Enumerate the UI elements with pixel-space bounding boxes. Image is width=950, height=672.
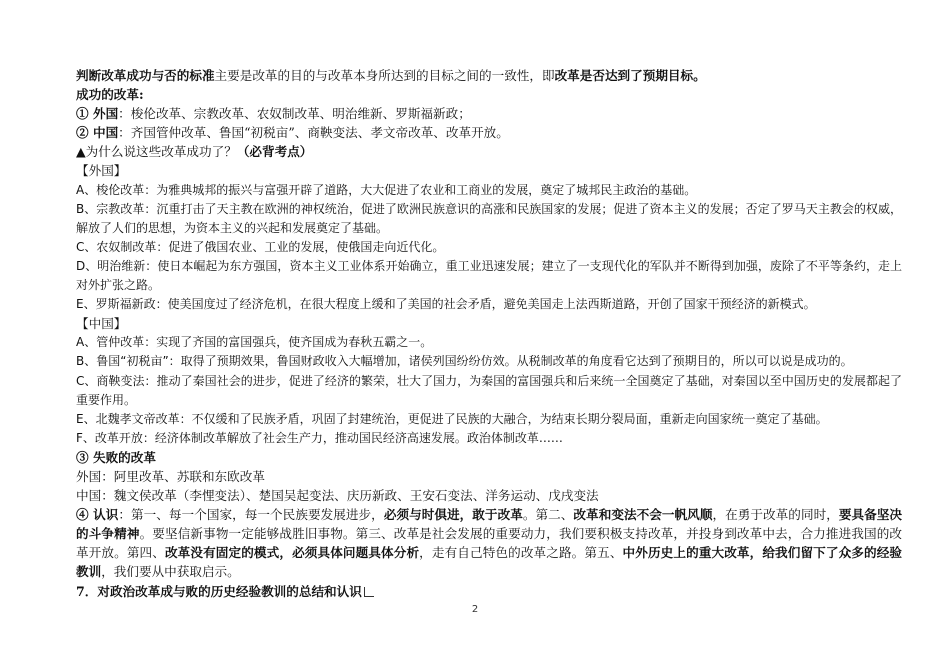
criterion-paragraph xyxy=(76,66,902,85)
china-item: A、管仲改革：实现了齐国的富国强兵，使齐国成为春秋五霸之一。 xyxy=(76,335,433,350)
china-list: ：齐国管仲改革、鲁国“初税亩”、商鞅变法、孝文帝改革、改革开放。 xyxy=(118,125,509,141)
recognition-bold: 要具备坚决的斗争精神 xyxy=(76,507,903,542)
foreign-item: A、梭伦改革：为雅典城邦的振兴与富强开辟了道路，大大促进了农业和工商业的发展，奠定了城邦民主政治的基础。 xyxy=(76,182,697,197)
recognition-paragraph xyxy=(76,505,902,581)
recognition-label: ④ 认识 xyxy=(76,507,119,523)
foreign-item: C、农奴制改革：促进了俄国农业、工业的发展，使俄国走向近代化。 xyxy=(76,239,445,254)
success-foreign-line xyxy=(76,104,902,123)
recognition-text: ，在勇于改革的同时， xyxy=(712,507,839,523)
recognition-bold: 改革没有固定的模式，必须具体问题具体分析 xyxy=(164,545,420,561)
criterion-bold-conclusion: 改革是否达到了预期目标。 xyxy=(554,68,706,83)
foreign-section-label: 【外国】 xyxy=(76,163,127,179)
china-item: C、商鞅变法：推动了秦国社会的进步，促进了经济的繁荣，壮大了国力，为秦国的富国强兵和后来统一全国奠定了基础，对秦国以至中国历史的发展都起了重要作用。 xyxy=(76,373,902,407)
section-7-heading xyxy=(76,582,902,601)
recognition-text: ，我们要从中获取启示。 xyxy=(101,564,240,580)
china-marker: ② 中国 xyxy=(76,125,119,141)
recognition-text: ，走有自己特色的改革之路。第五、 xyxy=(419,545,623,561)
question-line xyxy=(76,142,902,161)
foreign-item: B、宗教改革：沉重打击了天主教在欧洲的神权统治，促进了欧洲民族意识的高涨和民族国家的发展；促进了资本主义的发展；否定了罗马天主教会的权威，解放了人们的思想，为资本主义的兴起和发展奠定了基础。 xyxy=(76,201,902,235)
recognition-text: ：第一、每一个国家，每一个民族要发展进步， xyxy=(118,507,384,523)
criterion-bold-term: 判断改革成功与否的标准 xyxy=(76,68,215,83)
china-section-label: 【中国】 xyxy=(76,316,127,332)
china-item: F、改革开放：经济体制改革解放了社会生产力，推动国民经济高速发展。政治体制改革…… xyxy=(76,430,563,445)
criterion-text: 主要是改革的目的与改革本身所达到的目标之间的一致性，即 xyxy=(214,68,555,83)
recognition-bold: 必须与时俱进，敢于改革 xyxy=(383,507,523,523)
section-7-text: 7．对政治改革成与败的历史经验教训的总结和认识 xyxy=(76,583,362,599)
success-china-line xyxy=(76,123,902,142)
recognition-text: 。要坚信新事物一定能够战胜旧事物。第三、改革是社会发展的重要动力，我们要积极支持改革，并投身到改革中去，合力推进我国的改革开放。第四、 xyxy=(76,526,903,561)
foreign-marker: ① 外国 xyxy=(76,106,119,122)
recognition-bold: 改革和变法不会一帆风顺 xyxy=(573,507,713,523)
foreign-item: D、明治维新：使日本崛起为东方强国，资本主义工业体系开始确立，重工业迅速发展；建立了一支现代化的军队并不断得到加强，废除了不平等条约，走上对外扩张之路。 xyxy=(76,258,902,293)
recognition-text: 。第二、 xyxy=(522,507,574,523)
page-number: 2 xyxy=(471,604,479,615)
recognition-bold: 中外历史上的重大改革，给我们留下了众多的经验教训 xyxy=(76,545,903,580)
failed-china: 中国：魏文侯改革（李悝变法）、楚国吴起变法、庆历新政、王安石变法、洋务运动、戊戌变法 xyxy=(76,488,599,504)
foreign-item: E、罗斯福新政：使美国度过了经济危机，在很大程度上缓和了美国的社会矛盾，避免美国走上法西斯道路，开创了国家干预经济的新模式。 xyxy=(76,297,816,312)
china-item: B、鲁国“初税亩”：取得了预期效果，鲁国财政收入大幅增加，诸侯列国纷纷仿效。从税制改革的角度看它达到了预期目的，所以可以说是成功的。 xyxy=(76,354,853,369)
foreign-list: ：梭伦改革、宗教改革、农奴制改革、明治维新、罗斯福新政； xyxy=(118,106,471,122)
question-text: ▲为什么说这些改革成功了？ xyxy=(76,144,237,160)
failed-foreign: 外国：阿里改革、苏联和东欧改革 xyxy=(76,468,265,484)
success-heading: 成功的改革: xyxy=(76,87,144,103)
must-memorize-note: （必背考点） xyxy=(236,144,313,160)
corner-mark-icon xyxy=(364,587,374,597)
document-body xyxy=(76,66,902,601)
failed-heading: ③ 失败的改革 xyxy=(76,449,156,465)
china-item: E、北魏孝文帝改革：不仅缓和了民族矛盾，巩固了封建统治，更促进了民族的大融合，为结束长期分裂局面，重新走向国家统一奠定了基础。 xyxy=(76,411,828,426)
